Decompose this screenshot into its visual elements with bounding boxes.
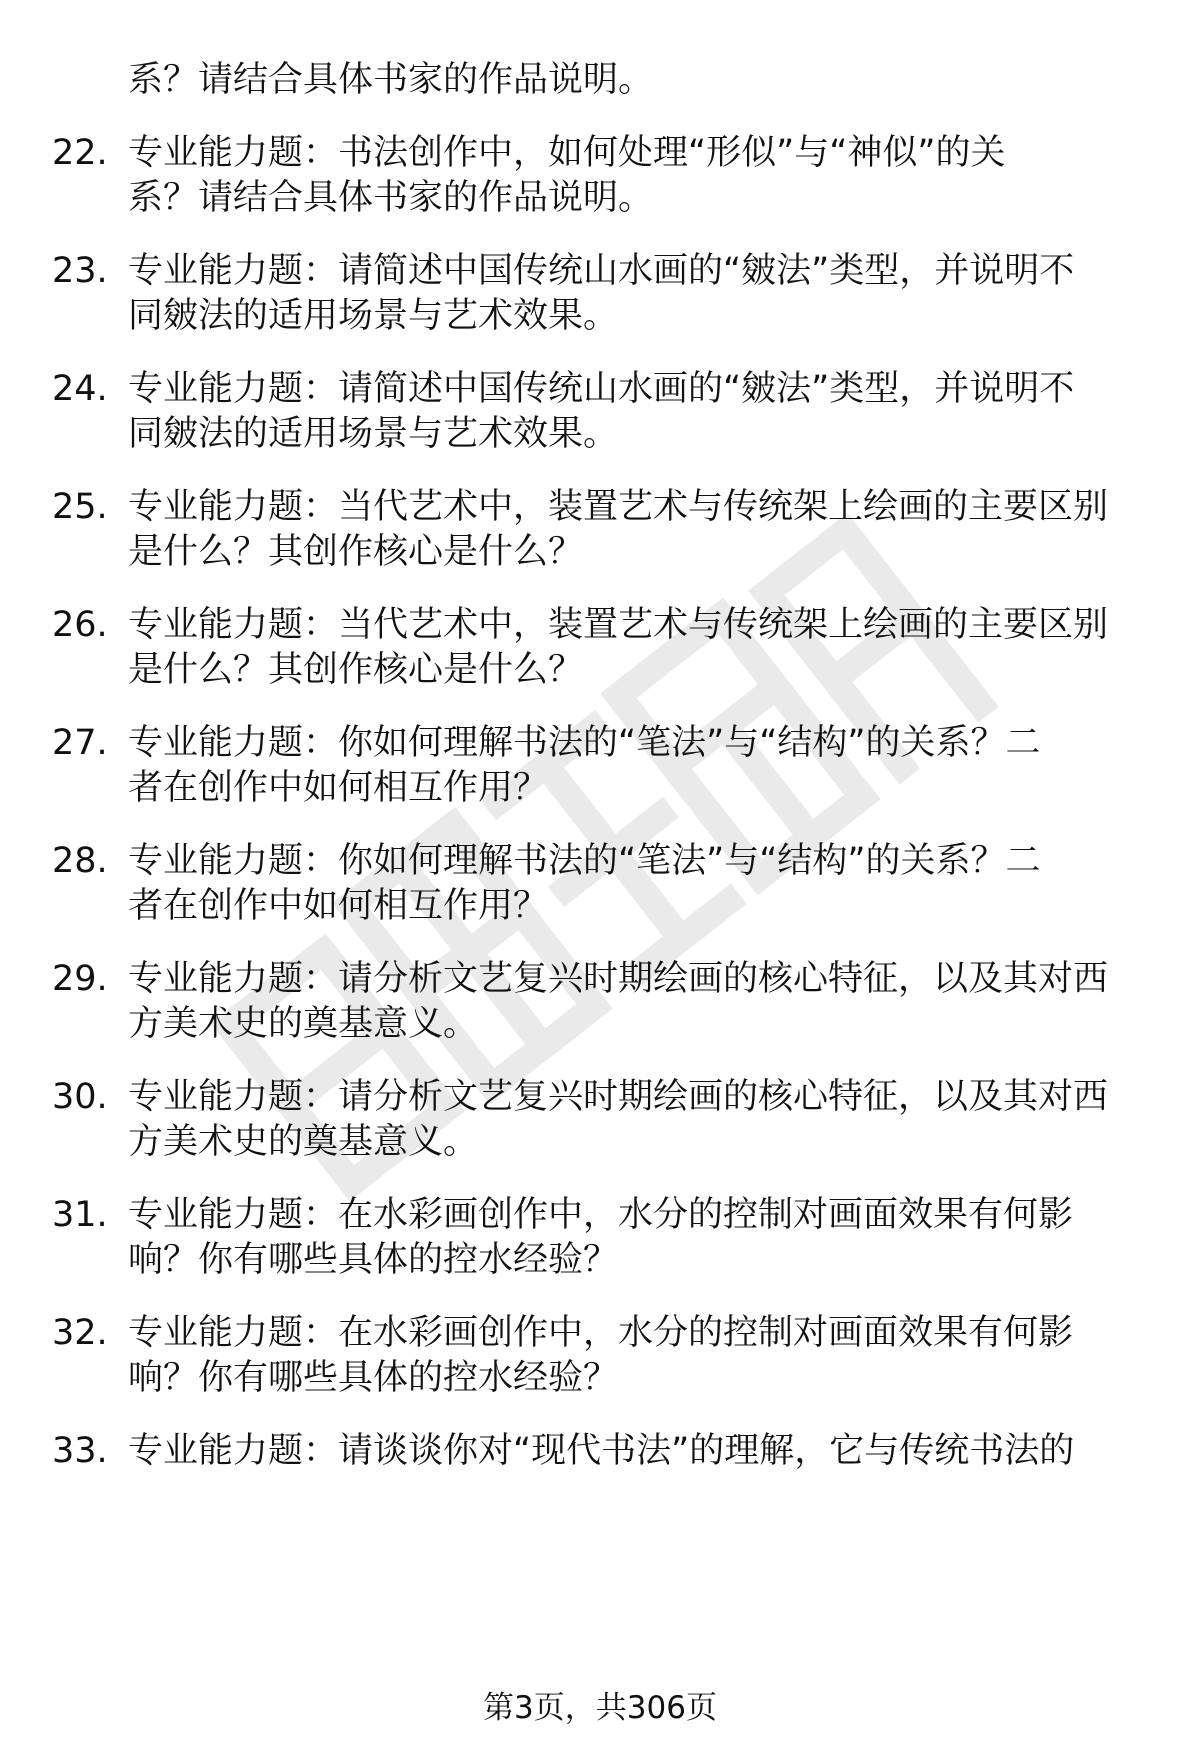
question-number: 29. [52,959,108,999]
question-number: 24. [52,369,108,409]
question-text-line: 专业能力题：请谈谈你对“现代书法”的理解，它与传统书法的 [128,1431,1075,1471]
question-text-line: 是什么？其创作核心是什么？ [128,650,584,690]
question-text-line: 专业能力题：当代艺术中，装置艺术与传统架上绘画的主要区别 [128,605,1109,645]
question-text-line: 专业能力题：你如何理解书法的“笔法”与“结构”的关系？二 [128,841,1041,881]
question-text-line: 方美术史的奠基意义。 [128,1122,479,1162]
question-text-line: 专业能力题：请分析文艺复兴时期绘画的核心特征，以及其对西 [128,959,1109,999]
question-number: 31. [52,1195,108,1235]
question-text-line: 系？请结合具体书家的作品说明。 [128,178,654,218]
question-text-line: 专业能力题：在水彩画创作中，水分的控制对画面效果有何影 [128,1313,1074,1353]
question-text-line: 响？你有哪些具体的控水经验？ [128,1358,619,1398]
question-number: 22. [52,133,108,173]
question-text-line: 方美术史的奠基意义。 [128,1004,479,1044]
question-text-line: 系？请结合具体书家的作品说明。 [128,60,654,100]
question-text-line: 专业能力题：请分析文艺复兴时期绘画的核心特征，以及其对西 [128,1077,1109,1117]
question-text-line: 者在创作中如何相互作用？ [128,768,549,808]
question-text-line: 专业能力题：书法创作中，如何处理“形似”与“神似”的关 [128,133,1006,173]
question-number: 27. [52,723,108,763]
question-number: 33. [52,1431,108,1471]
question-text-line: 响？你有哪些具体的控水经验？ [128,1240,619,1280]
question-number: 23. [52,251,108,291]
question-number: 25. [52,487,108,527]
question-text-line: 专业能力题：当代艺术中，装置艺术与传统架上绘画的主要区别 [128,487,1109,527]
question-text-line: 专业能力题：请简述中国传统山水画的“皴法”类型，并说明不 [128,251,1075,291]
question-text-line: 是什么？其创作核心是什么？ [128,532,584,572]
question-text-line: 专业能力题：在水彩画创作中，水分的控制对画面效果有何影 [128,1195,1074,1235]
question-number: 28. [52,841,108,881]
page-footer: 第3页，共306页 [483,1690,717,1726]
question-number: 26. [52,605,108,645]
question-text-line: 同皴法的适用场景与艺术效果。 [128,296,619,336]
question-text-line: 专业能力题：你如何理解书法的“笔法”与“结构”的关系？二 [128,723,1041,763]
question-text-line: 同皴法的适用场景与艺术效果。 [128,414,619,454]
question-text-line: 者在创作中如何相互作用？ [128,886,549,926]
question-number: 32. [52,1313,108,1353]
question-number: 30. [52,1077,108,1117]
question-text-line: 专业能力题：请简述中国传统山水画的“皴法”类型，并说明不 [128,369,1075,409]
